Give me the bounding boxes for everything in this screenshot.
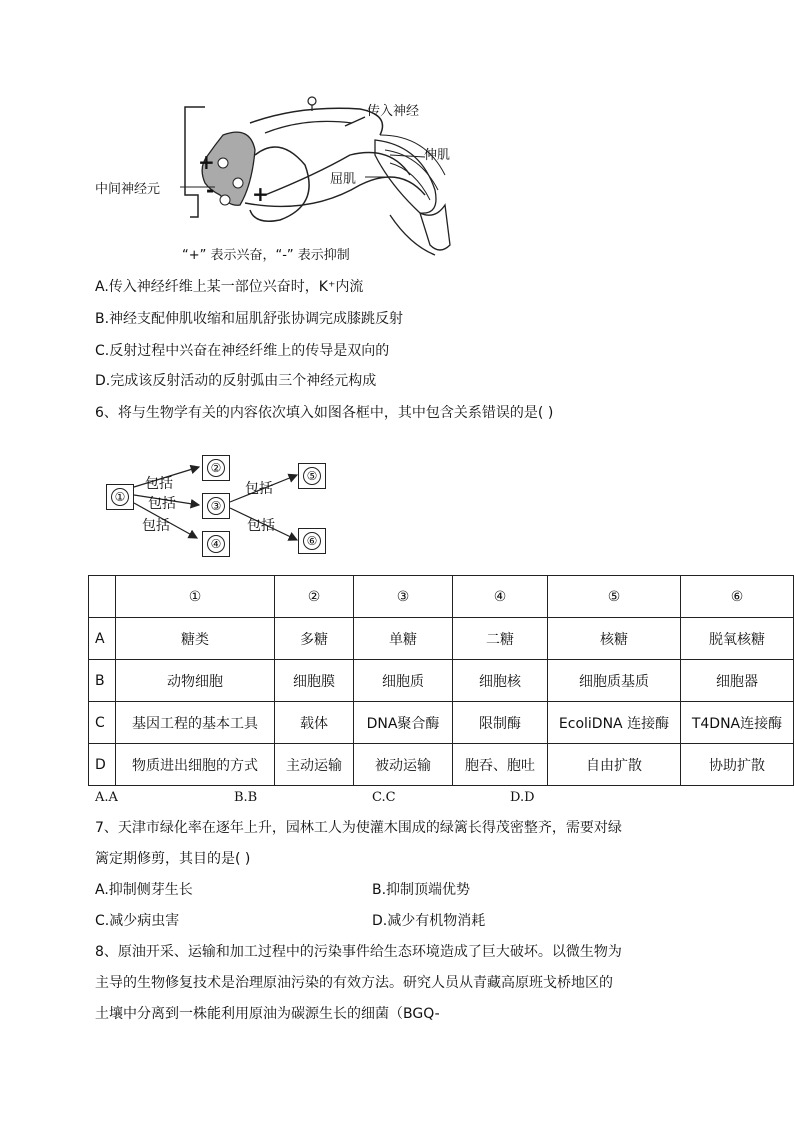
flexor-label: 屈肌	[330, 172, 357, 187]
arrow-label-4: 包括	[245, 481, 273, 497]
table-row	[89, 744, 794, 786]
q6-stem: 6、将与生物学有关的内容依次填入如图各框中，其中包含关系错误的是( )	[95, 405, 554, 421]
extensor-label: 伸肌	[424, 148, 451, 163]
figure-caption: “+” 表示兴奋，“-” 表示抑制	[182, 248, 350, 263]
table-cell: 多糖	[275, 618, 354, 660]
table-row	[89, 660, 794, 702]
table-cell: 细胞质基质	[548, 660, 681, 702]
table-cell: 核糖	[548, 618, 681, 660]
table-cell: 协助扩散	[681, 744, 794, 786]
table-cell: 细胞核	[453, 660, 548, 702]
header-cell: ②	[275, 576, 354, 618]
q6-table	[88, 575, 794, 786]
table-cell: 被动运输	[354, 744, 453, 786]
table-cell: 二糖	[453, 618, 548, 660]
box-5-label: ⑤	[303, 467, 321, 485]
arrow-label-1: 包括	[145, 476, 173, 492]
header-cell: ①	[116, 576, 275, 618]
diagram-box-2	[202, 455, 230, 481]
q7-option-c: C.减少病虫害	[95, 913, 180, 929]
table-cell: 动物细胞	[116, 660, 275, 702]
arrow-label-3: 包括	[142, 518, 170, 534]
table-header-row	[89, 576, 794, 618]
table-cell: 细胞器	[681, 660, 794, 702]
table-row	[89, 618, 794, 660]
box-6-label: ⑥	[303, 532, 321, 550]
afferent-nerve-label: 传入神经	[367, 104, 420, 119]
diagram-box-1	[106, 484, 134, 510]
q8-line1: 8、原油开采、运输和加工过程中的污染事件给生态环境造成了巨大破坏。以微生物为	[95, 944, 622, 960]
arrow-label-2: 包括	[148, 496, 176, 512]
q5-option-d: D.完成该反射活动的反射弧由三个神经元构成	[95, 373, 377, 389]
box-4-label: ④	[207, 535, 225, 553]
row-label: D	[89, 744, 116, 786]
table-cell: 细胞膜	[275, 660, 354, 702]
q8-line2: 主导的生物修复技术是治理原油污染的有效方法。研究人员从青藏高原班戈桥地区的	[95, 975, 613, 991]
header-cell: ③	[354, 576, 453, 618]
diagram-box-5	[298, 463, 326, 489]
table-cell: 胞吞、胞吐	[453, 744, 548, 786]
table-cell: 单糖	[354, 618, 453, 660]
box-2-label: ②	[207, 459, 225, 477]
q6-choice-d: D.D	[510, 790, 535, 805]
arrow-label-5: 包括	[247, 518, 275, 534]
header-cell: ⑤	[548, 576, 681, 618]
plus-sign-right: +	[252, 182, 269, 206]
table-cell: 细胞质	[354, 660, 453, 702]
table-cell: 糖类	[116, 618, 275, 660]
minus-sign: -	[206, 178, 215, 202]
q7-option-d: D.减少有机物消耗	[372, 913, 486, 929]
q5-option-c: C.反射过程中兴奋在神经纤维上的传导是双向的	[95, 343, 390, 359]
diagram-box-6	[298, 528, 326, 554]
table-cell: 载体	[275, 702, 354, 744]
diagram-box-4	[202, 531, 230, 557]
table-cell: 基因工程的基本工具	[116, 702, 275, 744]
q7-stem-line1: 7、天津市绿化率在逐年上升，园林工人为使灌木围成的绿篱长得茂密整齐，需要对绿	[95, 820, 622, 836]
q6-choice-b: B.B	[234, 790, 258, 805]
plus-sign-left: +	[198, 150, 215, 174]
q5-option-b: B.神经支配伸肌收缩和屈肌舒张协调完成膝跳反射	[95, 311, 404, 327]
q6-choice-a: A.A	[95, 790, 118, 805]
q5-option-a: A.传入神经纤维上某一部位兴奋时，K⁺内流	[95, 279, 364, 295]
box-3-label: ③	[207, 497, 225, 515]
q7-stem-line2: 篱定期修剪，其目的是( )	[95, 851, 251, 867]
table-cell: 物质进出细胞的方式	[116, 744, 275, 786]
q6-choice-c: C.C	[372, 790, 396, 805]
q7-option-a: A.抑制侧芽生长	[95, 882, 193, 898]
table-row	[89, 702, 794, 744]
q7-option-b: B.抑制顶端优势	[372, 882, 471, 898]
row-label: B	[89, 660, 116, 702]
interneuron-label: 中间神经元	[95, 182, 161, 197]
header-cell	[89, 576, 116, 618]
table-cell: 限制酶	[453, 702, 548, 744]
table-cell: T4DNA连接酶	[681, 702, 794, 744]
q8-line3: 土壤中分离到一株能利用原油为碳源生长的细菌（BGQ-	[95, 1006, 440, 1022]
table-cell: 主动运输	[275, 744, 354, 786]
header-cell: ⑥	[681, 576, 794, 618]
diagram-box-3	[202, 493, 230, 519]
table-cell: 脱氧核糖	[681, 618, 794, 660]
table-cell: EcoliDNA 连接酶	[548, 702, 681, 744]
header-cell: ④	[453, 576, 548, 618]
box-1-label: ①	[111, 488, 129, 506]
table-cell: DNA聚合酶	[354, 702, 453, 744]
row-label: A	[89, 618, 116, 660]
table-cell: 自由扩散	[548, 744, 681, 786]
row-label: C	[89, 702, 116, 744]
